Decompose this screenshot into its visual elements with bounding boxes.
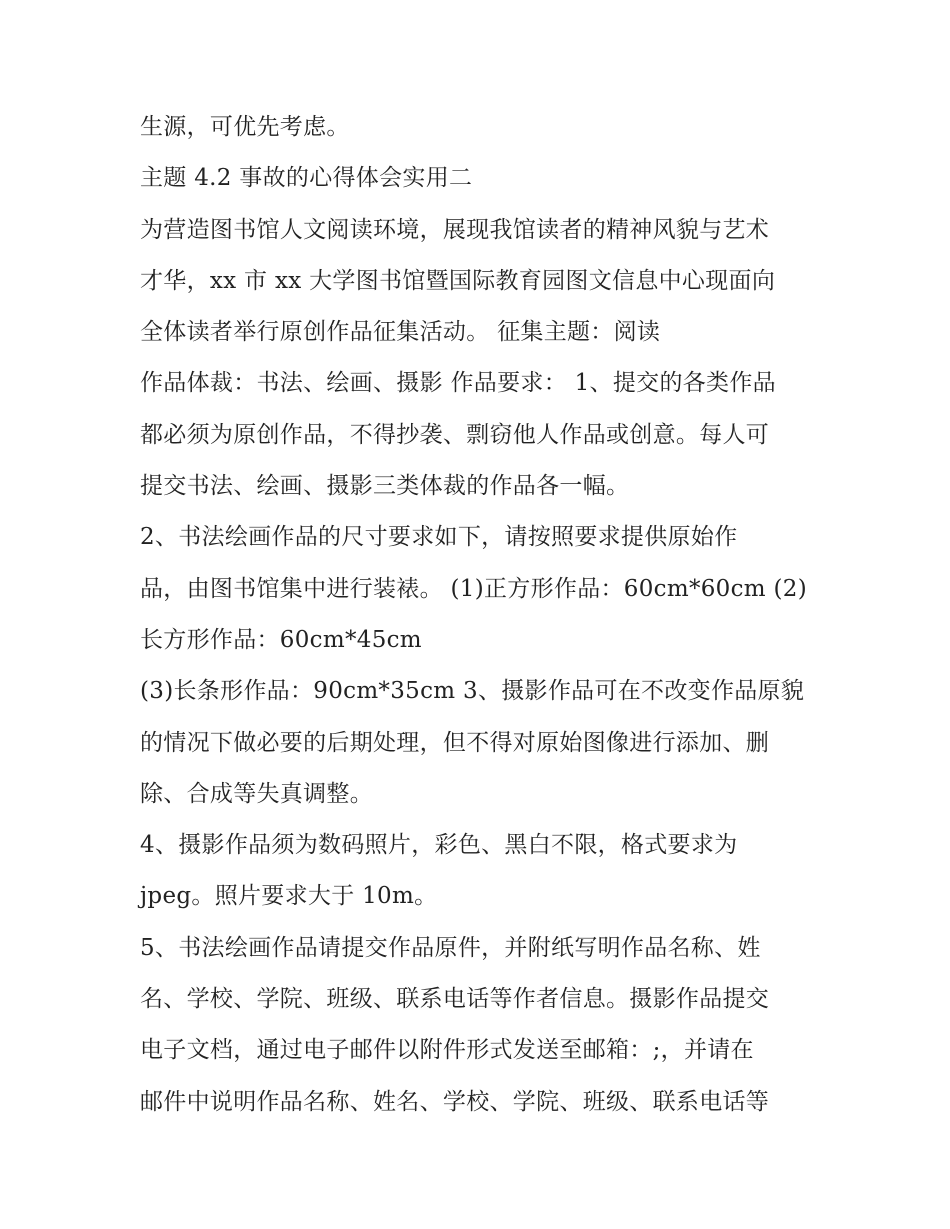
- section-heading: 主题 4.2 事故的心得体会实用二: [140, 165, 473, 192]
- text-line: jpeg。照片要求大于 10m。: [140, 883, 438, 910]
- text-line: 作品体裁：书法、绘画、摄影 作品要求： 1、提交的各类作品: [140, 370, 776, 397]
- text-line: 品，由图书馆集中进行装裱。 (1)正方形作品：60cm*60cm (2): [140, 575, 807, 602]
- text-line: 电子文档，通过电子邮件以附件形式发送至邮箱：;，并请在: [140, 1037, 754, 1064]
- text-line: 长方形作品：60cm*45cm: [140, 626, 422, 653]
- text-line: 名、学校、学院、班级、联系电话等作者信息。摄影作品提交: [140, 986, 770, 1013]
- text-line: 都必须为原创作品，不得抄袭、剽窃他人作品或创意。每人可: [140, 421, 770, 448]
- text-line: (3)长条形作品：90cm*35cm 3、摄影作品可在不改变作品原貌: [140, 678, 805, 705]
- text-line: 邮件中说明作品名称、姓名、学校、学院、班级、联系电话等: [140, 1088, 770, 1115]
- text-line: 为营造图书馆人文阅读环境，展现我馆读者的精神风貌与艺术: [140, 216, 770, 243]
- text-line: 全体读者举行原创作品征集活动。 征集主题：阅读: [140, 319, 661, 346]
- text-line: 5、书法绘画作品请提交作品原件，并附纸写明作品名称、姓: [140, 934, 761, 961]
- text-line: 的情况下做必要的后期处理，但不得对原始图像进行添加、删: [140, 729, 770, 756]
- text-line: 2、书法绘画作品的尺寸要求如下，请按照要求提供原始作: [140, 524, 738, 551]
- text-line: 除、合成等失真调整。: [140, 780, 373, 807]
- text-line: 才华，xx 市 xx 大学图书馆暨国际教育园图文信息中心现面向: [140, 267, 776, 294]
- text-line: 4、摄影作品须为数码照片，彩色、黑白不限，格式要求为: [140, 832, 738, 859]
- body-text: [140, 102, 820, 1128]
- text-line: 生源，可优先考虑。: [140, 114, 350, 140]
- text-line: 提交书法、绘画、摄影三类体裁的作品各一幅。: [140, 473, 630, 500]
